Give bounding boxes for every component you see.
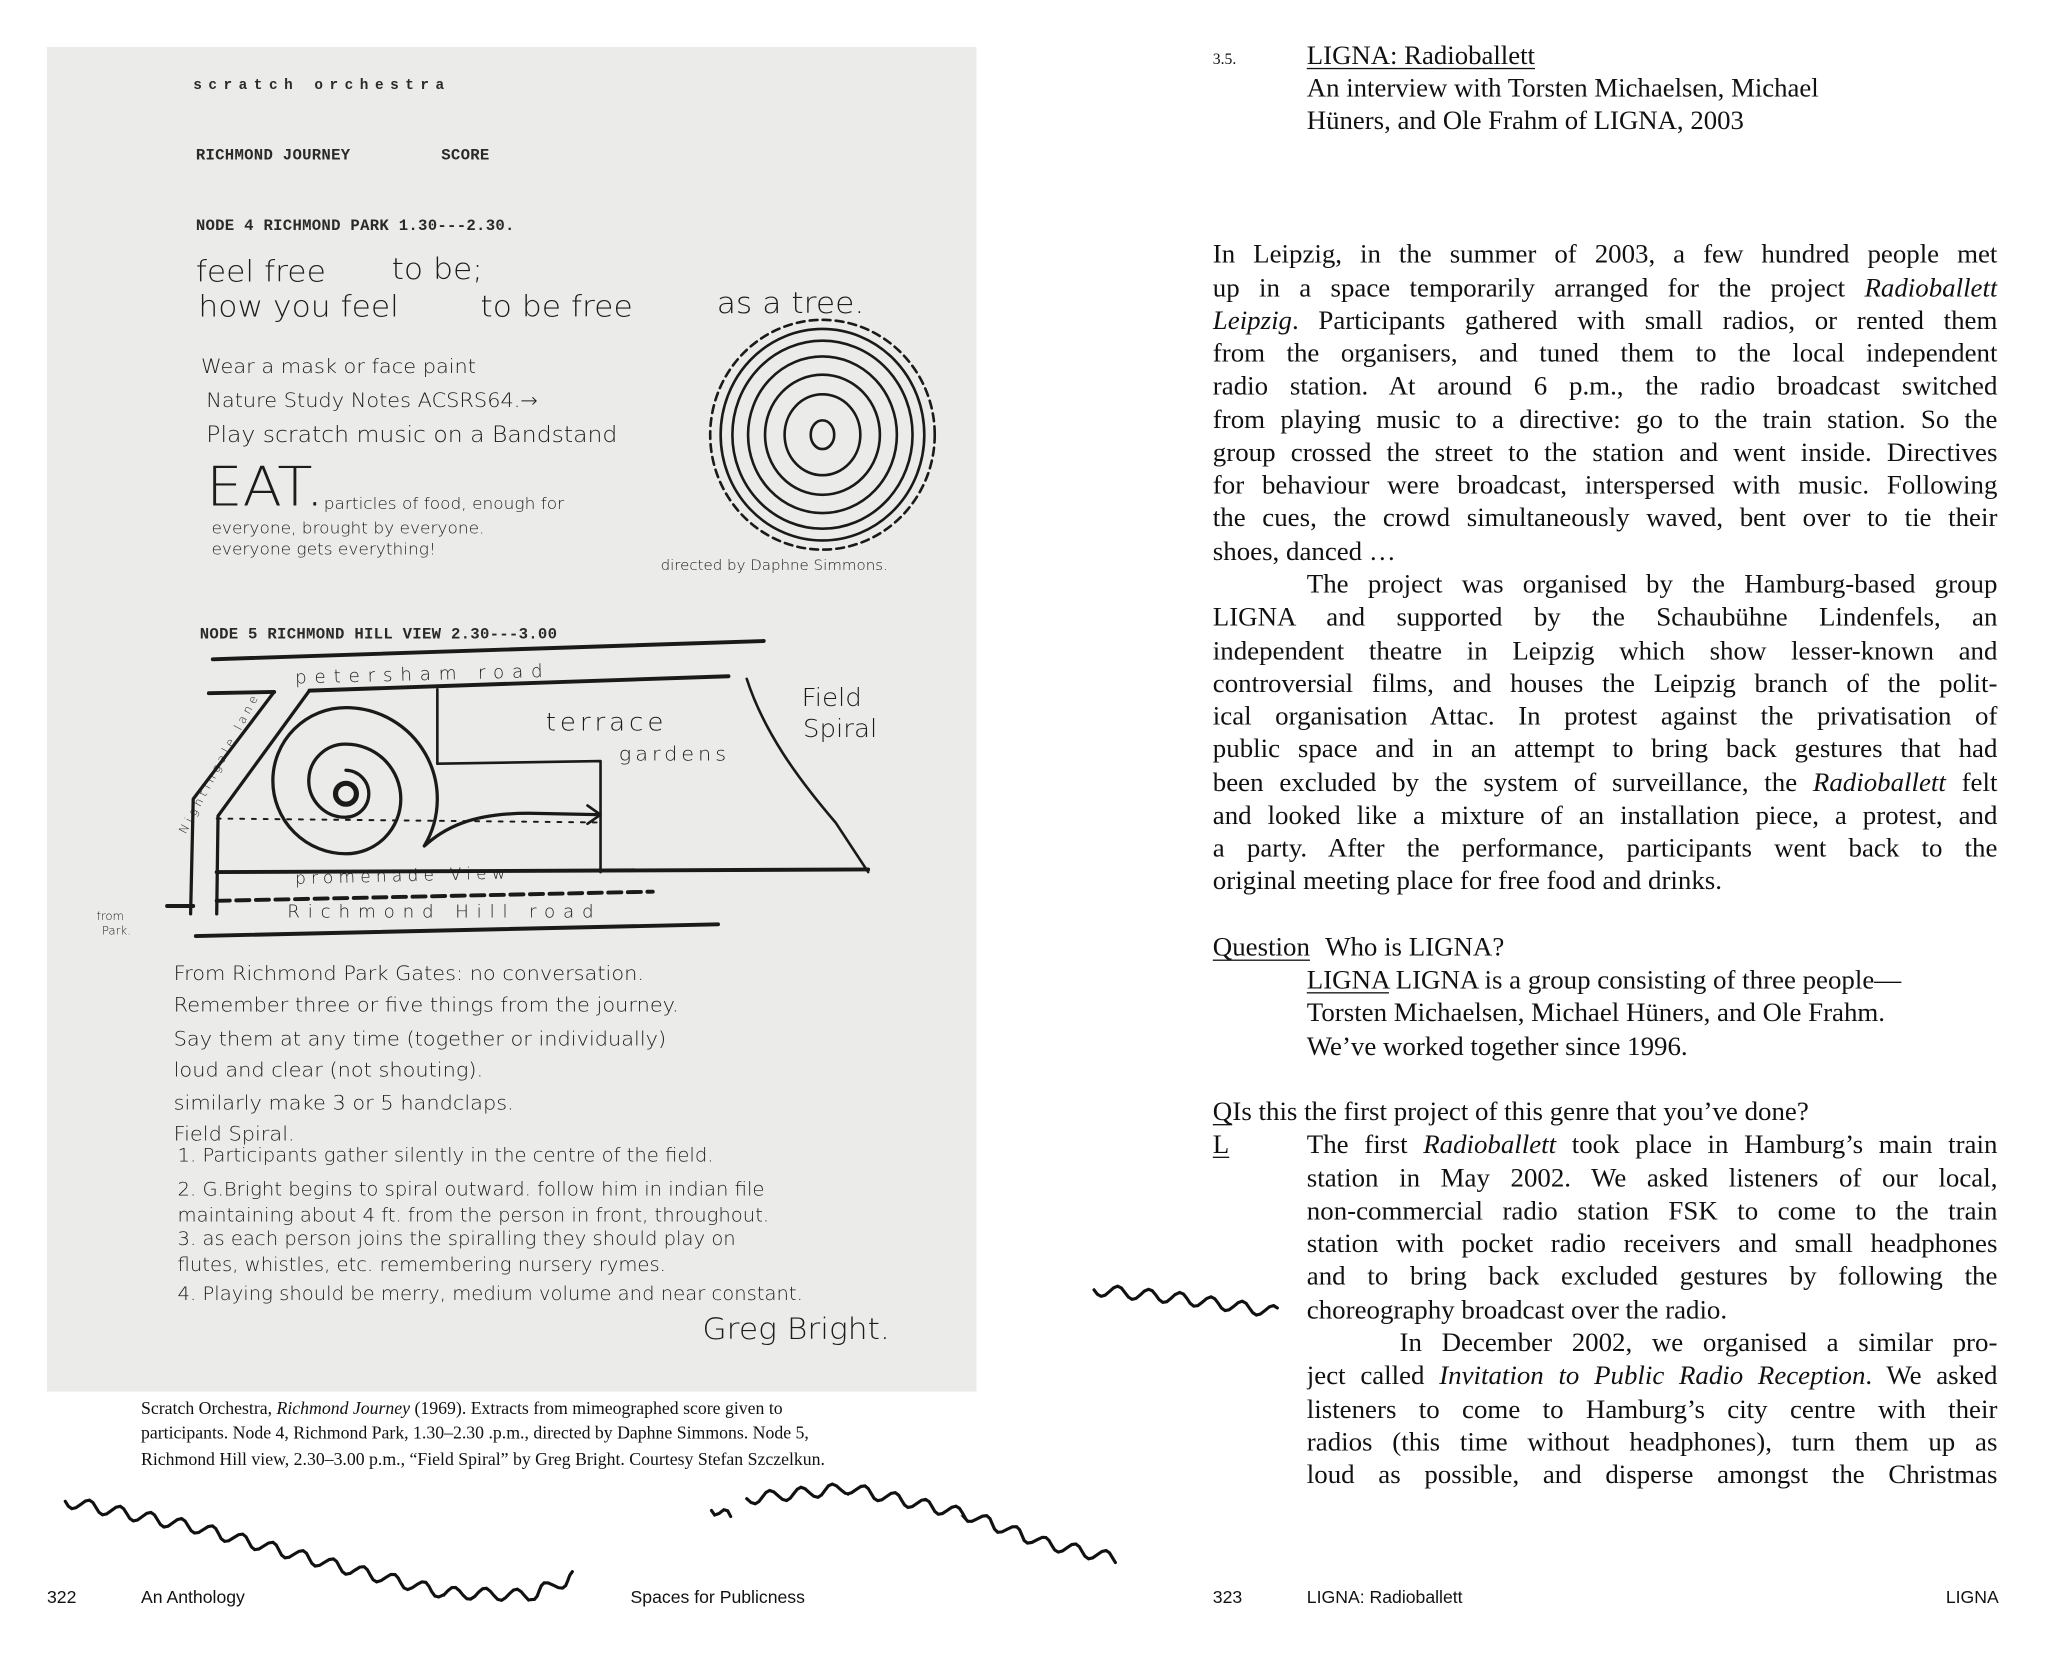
hw-line: as a tree. <box>716 285 865 321</box>
text-run: for behaviour were broadcast, interspersed with music. Following <box>1212 471 1998 501</box>
body-text-line <box>1213 239 1998 272</box>
hw-instruction-line: 3. as each person joins the spiralling they should play on <box>177 1227 736 1251</box>
map-label-lane: Nightingale lane <box>177 690 264 837</box>
text-run: from the organisers, and tuned them to the local independent <box>1212 339 1998 369</box>
hw-instruction-line: Field Spiral. <box>173 1122 295 1146</box>
body-text-line <box>1307 1262 1998 1295</box>
text-run: In December 2002, we organised a similar pro- <box>1399 1328 1998 1358</box>
hw-eat: EAT. <box>206 455 324 520</box>
text-run: a party. After the performance, participants went back to the <box>1212 834 1998 864</box>
map-label-gardens: gardens <box>618 742 731 766</box>
text-run: and to bring back excluded gestures by following the <box>1306 1263 1998 1292</box>
hw-instruction-line: 2. G.Bright begins to spiral outward. follow him in indian file <box>177 1178 765 1201</box>
text-run: The project was organised by the Hamburg-based group <box>1306 570 1998 600</box>
map-label-field: Field <box>801 682 862 713</box>
map-label-terrace: terrace <box>545 707 668 737</box>
body-text-line <box>1213 272 1998 305</box>
squiggle-left <box>65 1500 572 1600</box>
squiggle-middle <box>747 1484 1116 1562</box>
hw-directed: directed by Daphne Simmons. <box>660 556 888 574</box>
text-run: . We asked <box>1865 1361 1998 1391</box>
footer-page-number-left: 322 <box>46 1587 77 1608</box>
text-run: group crossed the street to the station and went inside. Directives <box>1212 438 1998 468</box>
chapter-subtitle-line: An interview with Torsten Michaelsen, Michael <box>1306 74 1819 104</box>
text-run: LIGNA and supported by the Schaubühne Lindenfels, an <box>1212 603 1998 633</box>
text-run: up in a space temporarily arranged for the project <box>1212 273 1865 303</box>
body-text-line <box>1213 503 1998 536</box>
body-text-line <box>1213 866 1998 899</box>
caption-text: (1969). Extracts from mimeographed score given to participants. Node 4, Richmond Park, 1.30–2.30 .p.m., directed by Daphne Simmons. Node 5, Richmond Hill view, 2.30–3.00 p.m., “Field Spiral” by Greg Bright. Courtesy Stefan Szczelkun. <box>140 1398 825 1469</box>
body-text-line <box>1213 701 1998 734</box>
body-text-line <box>1213 470 1998 503</box>
text-run: been excluded by the system of surveillance, the <box>1212 768 1813 798</box>
question-text: Is this the first project of this genre that you’ve done? <box>1232 1098 1809 1127</box>
body-text-line <box>1213 536 1998 569</box>
squiggle-right <box>1094 1286 1277 1315</box>
hw-instruction-line: flutes, whistles, etc. remembering nursery rymes. <box>177 1253 666 1277</box>
body-text-line <box>1307 1031 1998 1064</box>
italic-title: Radioballett <box>1812 768 1946 798</box>
text-run: ical organisation Attac. In protest against the privatisation of <box>1212 702 1998 732</box>
footer-page-number-right: 323 <box>1212 1587 1243 1608</box>
question-text: Who is LIGNA? <box>1325 933 1505 962</box>
text-run: took place in Hamburg’s main train <box>1556 1131 1998 1160</box>
chapter-heading <box>1307 40 1819 139</box>
text-run: . Participants gathered with small radios, or rented them <box>1291 306 1998 336</box>
score-header: scratch orchestra <box>193 78 451 94</box>
map-label-park: Park. <box>101 925 131 939</box>
hw-line: Play scratch music on a Bandstand <box>206 422 618 449</box>
text-run: the cues, the crowd simultaneously waved, bent over to tie their <box>1212 504 1998 534</box>
node5-heading: NODE 5 RICHMOND HILL VIEW 2.30---3.00 <box>199 625 558 644</box>
chapter-subtitle-line: Hüners, and Ole Frahm of LIGNA, 2003 <box>1306 107 1744 137</box>
scanned-score-image <box>47 47 977 1392</box>
hw-instruction-line: loud and clear (not shouting). <box>173 1058 484 1082</box>
map-label-promenade: promenade View <box>294 864 512 890</box>
hw-line: everyone gets everything! <box>211 540 436 560</box>
caption-text: Scratch Orchestra, <box>140 1398 277 1418</box>
text-run: Torsten Michaelsen, Michael Hüners, and Ole Frahm. <box>1306 999 1886 1028</box>
hw-instruction-line: 1. Participants gather silently in the centre of the field. <box>177 1144 714 1167</box>
text-run: felt <box>1945 768 1998 798</box>
hw-line: how you feel <box>198 289 399 325</box>
body-text-line <box>1213 833 1998 866</box>
score-label: SCORE <box>441 146 490 165</box>
body-text-line <box>1307 1196 1998 1229</box>
text-run: public space and in an attempt to bring back gestures that had <box>1212 735 1998 765</box>
text-run: controversial films, and houses the Leipzig branch of the polit- <box>1212 669 1998 699</box>
body-text-line <box>1307 1229 1998 1262</box>
hw-line: Wear a mask or face paint <box>201 354 476 378</box>
text-run: choreography broadcast over the radio. <box>1306 1295 1728 1325</box>
body-text-line <box>1307 1130 1998 1163</box>
body-text-line <box>1307 1295 1998 1328</box>
hw-instruction-line: maintaining about 4 ft. from the person in front, throughout. <box>177 1204 770 1227</box>
body-text-line <box>1213 437 1998 470</box>
body-text-line <box>1213 338 1998 371</box>
body-text-line <box>1307 1361 1998 1394</box>
text-run: independent theatre in Leipzig which show lesser-known and <box>1212 636 1998 666</box>
chapter-number: 3.5. <box>1212 49 1237 68</box>
body-text-line <box>1307 1394 1998 1427</box>
body-text-line <box>1213 800 1998 833</box>
footer-running-head: LIGNA <box>1945 1587 1999 1608</box>
text-run: listeners to come to Hamburg’s city centre with their <box>1306 1394 1998 1424</box>
footer-chapter-title: LIGNA: Radioballett <box>1306 1587 1463 1608</box>
hw-line: particles of food, enough for <box>323 495 565 514</box>
text-run: non-commercial radio station FSK to come to the train <box>1306 1197 1998 1226</box>
text-run: The first <box>1306 1131 1424 1160</box>
body-text-line <box>1213 767 1998 800</box>
footer-book-title: An Anthology <box>140 1587 245 1608</box>
hw-instruction-line: From Richmond Park Gates: no conversation. <box>173 961 644 986</box>
map-label-spiral: Spiral <box>802 713 878 744</box>
hw-line: Nature Study Notes ACSRS64.→ <box>206 388 538 412</box>
answer-label: L <box>1212 1131 1230 1160</box>
italic-title: Leipzig <box>1212 306 1292 336</box>
hw-instruction-line: similarly make 3 or 5 handclaps. <box>173 1090 514 1115</box>
body-text-line <box>1213 635 1998 668</box>
hw-line: everyone, brought by everyone. <box>211 520 485 539</box>
question-label: Question <box>1212 933 1310 962</box>
text-run: In Leipzig, in the summer of 2003, a few hundred people met <box>1212 240 1998 270</box>
text-run: station with pocket radio receivers and small headphones <box>1306 1230 1998 1259</box>
body-text-line <box>1307 998 1998 1031</box>
text-run: LIGNA is a group consisting of three people— <box>1388 966 1902 995</box>
text-run: shoes, danced … <box>1212 537 1396 567</box>
answer-label: LIGNA <box>1306 966 1389 995</box>
body-text-line <box>1213 668 1998 701</box>
hw-line: feel free <box>195 254 326 289</box>
hw-signature: Greg Bright. <box>702 1311 890 1347</box>
hw-instruction-line: Remember three or five things from the journey. <box>173 992 679 1017</box>
node4-heading: NODE 4 RICHMOND PARK 1.30---2.30. <box>195 216 515 235</box>
hw-instruction-line: Say them at any time (together or individually) <box>173 1026 667 1051</box>
text-run: radio station. At around 6 p.m., the radio broadcast switched <box>1212 372 1998 402</box>
italic-title: Radioballett <box>1864 273 1998 303</box>
figure-caption <box>141 1396 872 1472</box>
score-piece-title: RICHMOND JOURNEY <box>195 146 351 165</box>
caption-title: Richmond Journey <box>276 1398 411 1418</box>
body-text-line <box>1307 1427 1998 1460</box>
hw-line: to be free <box>480 289 633 325</box>
text-run: station in May 2002. We asked listeners of our local, <box>1306 1164 1998 1193</box>
text-run: radios (this time without headphones), turn them up as <box>1306 1427 1998 1457</box>
body-text-line <box>1213 734 1998 767</box>
hw-line: to be; <box>391 251 483 287</box>
question-label: Q <box>1212 1098 1233 1127</box>
body-text-line <box>1213 305 1998 338</box>
body-text-line <box>1307 1163 1998 1196</box>
italic-title: Invitation to Public Radio Reception <box>1439 1361 1866 1391</box>
chapter-title: LIGNA: Radioballett <box>1306 41 1535 71</box>
body-text-line <box>1213 602 1998 635</box>
text-run: ject called <box>1306 1361 1440 1391</box>
map-label-from: from <box>96 911 124 924</box>
text-run: loud as possible, and disperse amongst the Christmas <box>1306 1460 1998 1490</box>
footer-section: Spaces for Publicness <box>630 1587 805 1608</box>
italic-title: Radioballett <box>1423 1131 1557 1160</box>
text-run: from playing music to a directive: go to the train station. So the <box>1212 405 1998 435</box>
body-text-line <box>1399 1328 1997 1361</box>
text-run: We’ve worked together since 1996. <box>1306 1032 1688 1061</box>
body-text-line <box>1213 371 1998 404</box>
body-text-line <box>1307 1460 1998 1493</box>
body-text-line <box>1213 404 1998 437</box>
text-run: and looked like a mixture of an installation piece, a protest, and <box>1212 801 1998 831</box>
map-label-richmond-hill: Richmond Hill road <box>287 902 602 923</box>
map-label-petersham: petersham road <box>294 661 551 689</box>
body-text-line <box>1307 569 1998 602</box>
hw-instruction-line: 4. Playing should be merry, medium volume and near constant. <box>177 1282 803 1305</box>
text-run: original meeting place for free food and drinks. <box>1212 867 1722 897</box>
squiggle-small <box>711 1510 730 1517</box>
answer-line <box>1307 965 1998 998</box>
